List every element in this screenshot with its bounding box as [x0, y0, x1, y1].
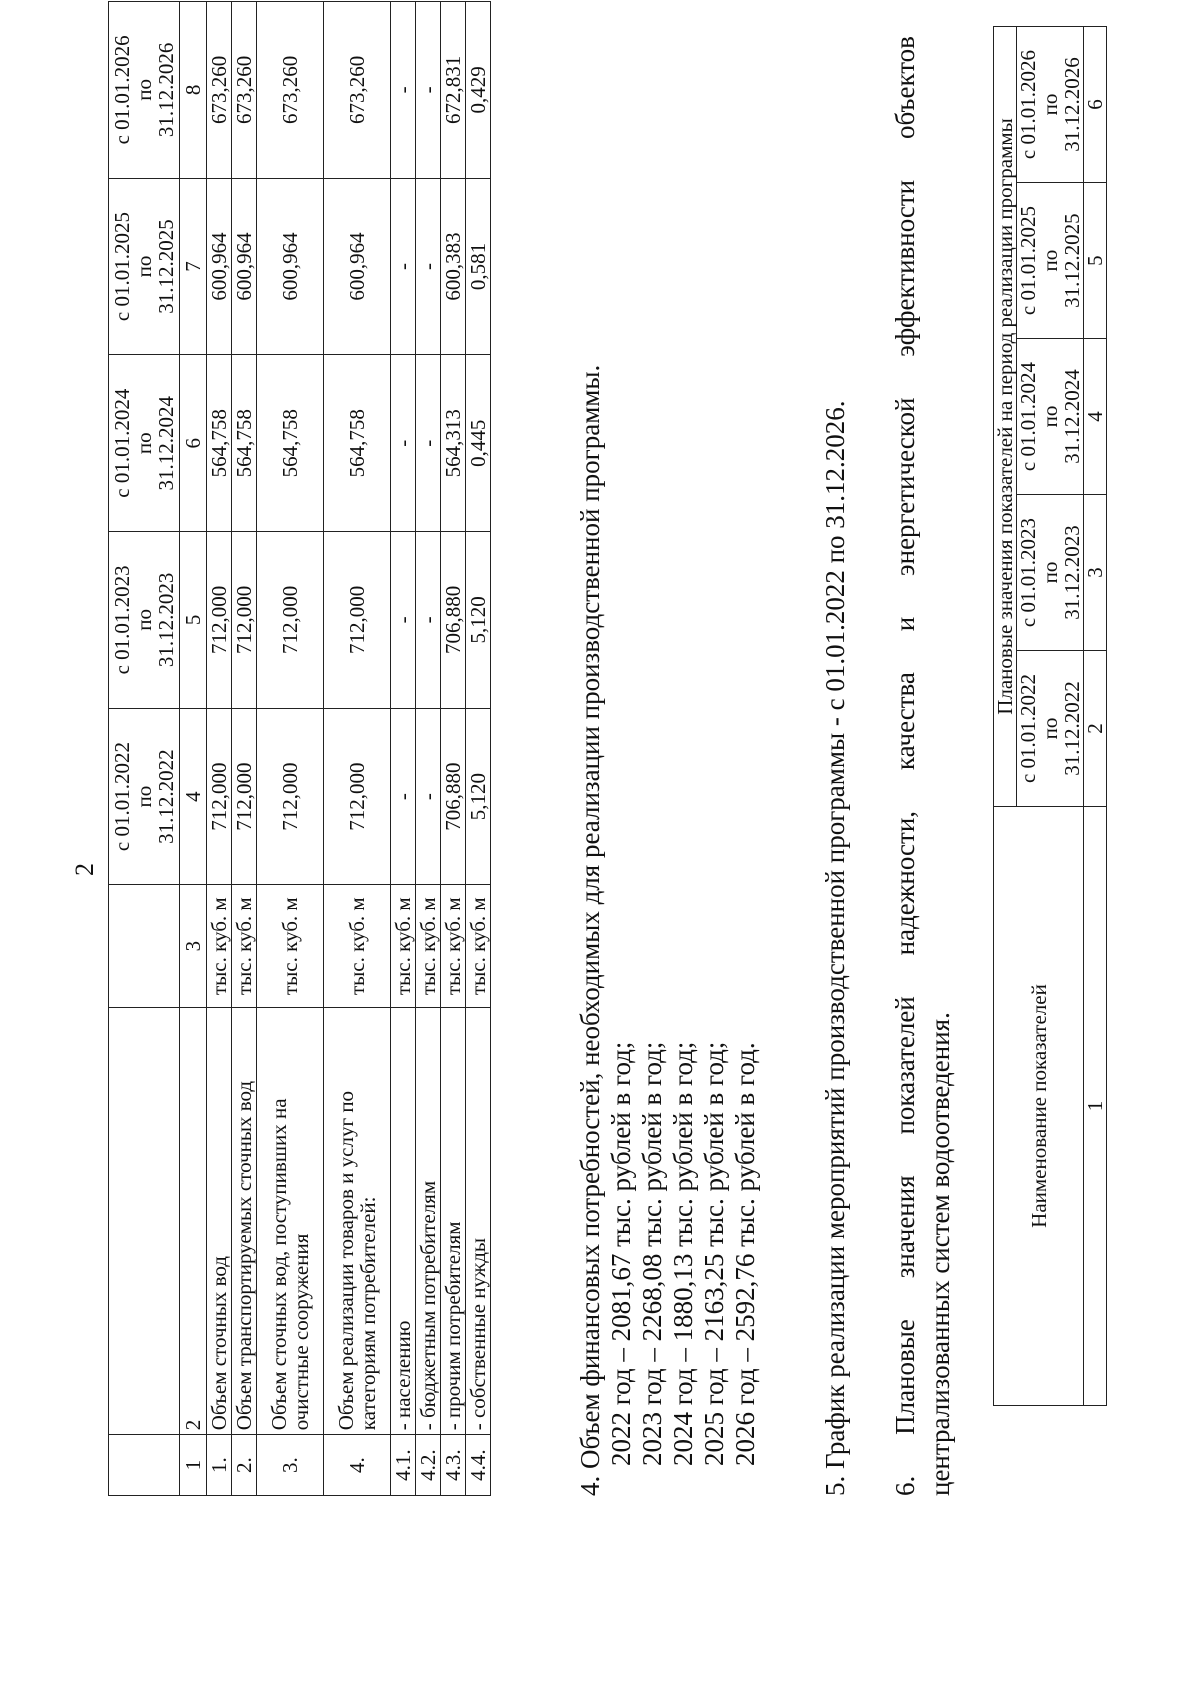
column-number: 4 [180, 708, 207, 885]
section-6-title [890, 36, 921, 1496]
period-mid: по [1038, 249, 1063, 272]
row-value: 706,880 [441, 532, 466, 709]
row-unit: тыс. куб. м [257, 885, 324, 1008]
indicator-name-header: Наименование показателей [994, 807, 1084, 1406]
row-value: 5,120 [466, 708, 491, 885]
period-mid: по [132, 78, 157, 101]
period-from: с 01.01.2025 [1016, 206, 1041, 316]
header-empty-cell [109, 1007, 180, 1434]
row-value: 600,964 [257, 178, 324, 355]
period-to: 31.12.2022 [154, 749, 179, 844]
title-word: объектов [890, 36, 920, 140]
period-to: 31.12.2023 [154, 572, 179, 668]
period-header [109, 708, 180, 885]
title-word: надежности, [890, 810, 920, 956]
row-value: 673,260 [257, 2, 324, 179]
row-number: 2. [232, 1435, 257, 1496]
page-number: 2 [70, 863, 99, 876]
financial-line-2025: 2025 год – 2163,25 тыс. рублей в год; [699, 1041, 729, 1466]
row-unit: тыс. куб. м [441, 885, 466, 1008]
row-value: 5,120 [466, 532, 491, 709]
period-header [109, 532, 180, 709]
row-value: 673,260 [207, 2, 232, 179]
period-to: 31.12.2024 [1060, 369, 1085, 464]
period-from: с 01.01.2023 [110, 565, 134, 675]
row-value: 564,758 [232, 355, 257, 532]
row-value: 712,000 [324, 532, 391, 709]
row-value: 564,758 [257, 355, 324, 532]
row-name: Объем реализации товаров и услуг по категориям потребителей: [324, 1007, 391, 1434]
period-from: с 01.01.2024 [1016, 362, 1041, 472]
period-header [1017, 339, 1084, 495]
title-word: значения [890, 1175, 920, 1279]
row-value: - [391, 532, 416, 709]
row-value: - [391, 2, 416, 179]
section-5-schedule [820, 400, 851, 1496]
section-4-financial-needs [575, 365, 761, 1496]
row-number: 4. [324, 1435, 391, 1496]
period-header [109, 178, 180, 355]
column-number: 2 [180, 1007, 207, 1434]
title-word: Плановые [890, 1319, 920, 1435]
row-value: - [416, 355, 441, 532]
title-word: эффективности [890, 179, 920, 357]
row-number: 1. [207, 1435, 232, 1496]
row-value: 600,964 [324, 178, 391, 355]
column-number: 5 [180, 532, 207, 709]
period-from: с 01.01.2026 [110, 35, 134, 145]
row-value: - [416, 2, 441, 179]
financial-line-2024: 2024 год – 1880,13 тыс. рублей в год; [668, 1041, 698, 1466]
title-word: энергетической [890, 397, 920, 576]
period-header [109, 2, 180, 179]
row-number: 4.3. [441, 1435, 466, 1496]
period-header [1017, 27, 1084, 183]
table-header-row [109, 2, 180, 1496]
row-number: 4.4. [466, 1435, 491, 1496]
row-value: 564,758 [207, 355, 232, 532]
table-row [324, 2, 391, 1496]
period-header [1017, 183, 1084, 339]
financial-line-2026: 2026 год – 2592,76 тыс. рублей в год. [730, 1042, 760, 1466]
column-number: 1 [180, 1435, 207, 1496]
row-value: 712,000 [324, 708, 391, 885]
row-value: 600,964 [232, 178, 257, 355]
row-name: Объем сточных вод, поступивших на очистные сооружения [257, 1007, 324, 1434]
column-number: 8 [180, 2, 207, 179]
financial-line-2022: 2022 год – 2081,67 тыс. рублей в год; [606, 1041, 636, 1466]
row-unit: тыс. куб. м [466, 885, 491, 1008]
title-word: качества [890, 672, 920, 771]
row-value: 706,880 [441, 708, 466, 885]
row-value: 712,000 [232, 532, 257, 709]
column-number: 7 [180, 178, 207, 355]
period-from: с 01.01.2022 [110, 742, 134, 852]
row-value: 673,260 [324, 2, 391, 179]
row-value: 564,758 [324, 355, 391, 532]
section-5-title: 5. График реализации мероприятий производственной программы - с 01.01.2022 по 31.12.2026. [820, 400, 850, 1496]
column-number: 6 [1084, 27, 1107, 183]
row-number: 4.1. [391, 1435, 416, 1496]
period-mid: по [1038, 405, 1063, 428]
title-word: показателей [890, 996, 920, 1135]
period-to: 31.12.2026 [154, 42, 179, 138]
row-value: 712,000 [257, 708, 324, 885]
section-6-indicators [890, 36, 956, 1496]
row-value: - [391, 708, 416, 885]
planned-indicators-table [993, 26, 1107, 1406]
row-unit: тыс. куб. м [391, 885, 416, 1008]
section-6-title-continuation: централизованных систем водоотведения. [925, 1012, 955, 1496]
period-mid: по [132, 609, 157, 631]
column-number: 4 [1084, 339, 1107, 495]
period-mid: по [1038, 561, 1063, 584]
column-number-row [180, 2, 207, 1496]
row-unit: тыс. куб. м [232, 885, 257, 1008]
row-number: 3. [257, 1435, 324, 1496]
row-value: 712,000 [207, 708, 232, 885]
table-row [207, 2, 232, 1496]
period-mid: по [132, 432, 157, 455]
table-row [441, 2, 466, 1496]
row-value: - [416, 178, 441, 355]
row-value: 712,000 [207, 532, 232, 709]
row-value: 600,383 [441, 178, 466, 355]
period-to: 31.12.2022 [1060, 681, 1085, 776]
financial-line-2023: 2023 год – 2268,08 тыс. рублей в год; [637, 1041, 667, 1466]
period-mid: по [1038, 93, 1063, 116]
row-value: - [391, 178, 416, 355]
period-from: с 01.01.2025 [110, 212, 134, 322]
period-to: 31.12.2025 [1060, 213, 1085, 308]
planned-values-group-header: Плановые значения показателей на период реализации программы [994, 27, 1017, 807]
row-name: - прочим потребителям [441, 1007, 466, 1434]
period-mid: по [132, 255, 157, 278]
row-unit: тыс. куб. м [416, 885, 441, 1008]
period-header [1017, 651, 1084, 807]
column-number: 3 [180, 885, 207, 1008]
row-value: 600,964 [207, 178, 232, 355]
row-name: - собственные нужды [466, 1007, 491, 1434]
period-to: 31.12.2025 [154, 219, 179, 314]
table-row [391, 2, 416, 1496]
row-name: - бюджетным потребителям [416, 1007, 441, 1434]
column-number: 1 [1084, 807, 1107, 1406]
period-from: с 01.01.2026 [1016, 50, 1041, 160]
row-value: 712,000 [232, 708, 257, 885]
period-to: 31.12.2024 [154, 395, 179, 491]
title-word: 6. [890, 1475, 920, 1496]
period-from: с 01.01.2024 [110, 388, 134, 498]
title-word: и [890, 616, 920, 632]
row-value: 673,260 [232, 2, 257, 179]
header-empty-cell [109, 1435, 180, 1496]
period-header [1017, 495, 1084, 651]
column-number: 2 [1084, 651, 1107, 807]
row-value: 564,313 [441, 355, 466, 532]
row-value: 0,429 [466, 2, 491, 179]
row-number: 4.2. [416, 1435, 441, 1496]
section-4-title: 4. Объем финансовых потребностей, необходимых для реализации производственной программы. [575, 364, 605, 1496]
row-value: - [416, 532, 441, 709]
row-name: - населению [391, 1007, 416, 1434]
table-row [416, 2, 441, 1496]
period-mid: по [132, 785, 157, 808]
period-mid: по [1038, 717, 1063, 740]
period-from: с 01.01.2022 [1016, 673, 1041, 784]
row-value: - [391, 355, 416, 532]
header-empty-cell [109, 885, 180, 1008]
column-number: 3 [1084, 495, 1107, 651]
period-to: 31.12.2026 [1060, 57, 1085, 152]
table-row [466, 2, 491, 1496]
column-number: 6 [180, 355, 207, 532]
table-row [232, 2, 257, 1496]
row-unit: тыс. куб. м [207, 885, 232, 1008]
row-value: 712,000 [257, 532, 324, 709]
row-name: Объем сточных вод [207, 1007, 232, 1434]
row-value: 0,581 [466, 178, 491, 355]
row-value: - [416, 708, 441, 885]
period-to: 31.12.2023 [1060, 525, 1085, 620]
row-name: Объем транспортируемых сточных вод [232, 1007, 257, 1434]
row-value: 672,831 [441, 2, 466, 179]
row-value: 0,445 [466, 355, 491, 532]
period-from: с 01.01.2023 [1016, 517, 1041, 628]
table-row [257, 2, 324, 1496]
period-header [109, 355, 180, 532]
column-number: 5 [1084, 183, 1107, 339]
production-volume-table [108, 1, 491, 1496]
row-unit: тыс. куб. м [324, 885, 391, 1008]
